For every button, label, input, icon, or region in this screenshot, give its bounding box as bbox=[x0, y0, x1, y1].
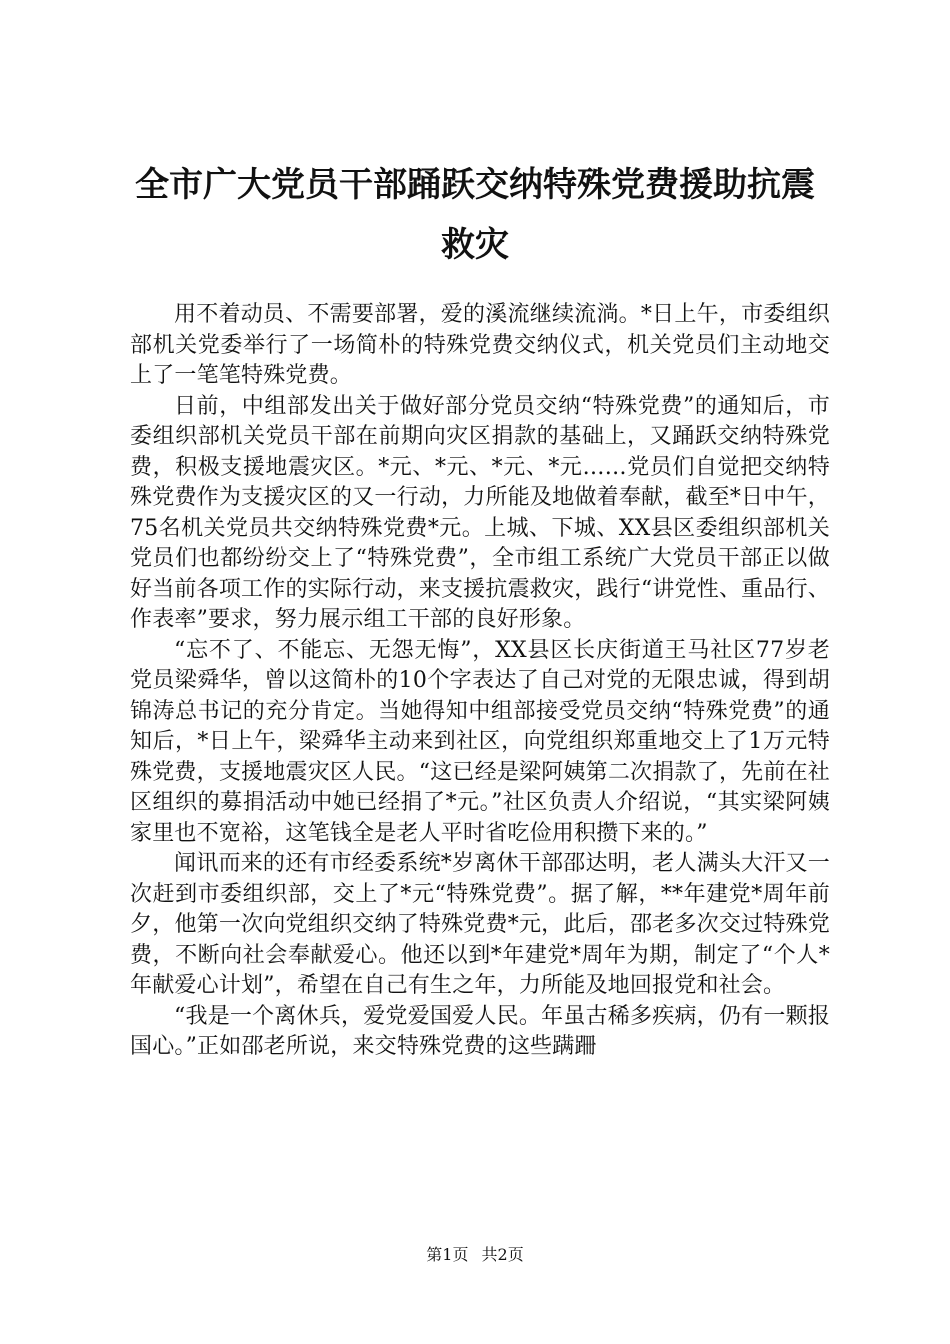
page-total: 共2页 bbox=[481, 1245, 524, 1264]
paragraph: “我是一个离休兵，爱党爱国爱人民。年虽古稀多疾病，仍有一颗报国心。”正如邵老所说，来交特殊党费的这些蹒跚 bbox=[130, 1003, 830, 1059]
paragraph: 闻讯而来的还有市经委系统*岁离休干部邵达明，老人满头大汗又一次赶到市委组织部，交上了*元“特殊党费”。据了解，**年建党*周年前夕，他第一次向党组织交纳了特殊党费*元，此后，邵老多次交过特殊党费，不断向社会奉献爱心。他还以到*年建党*周年为期，制定了“个人*年献爱心计划”，希望在自己有生之年，力所能及地回报党和社会。 bbox=[130, 851, 830, 998]
paragraph: “忘不了、不能忘、无怨无悔”，XX县区长庆街道王马社区77岁老党员梁舜华，曾以这简朴的10个字表达了自己对党的无限忠诚，得到胡锦涛总书记的充分肯定。当她得知中组部接受党员交纳“特殊党费”的通知后，*日上午，梁舜华主动来到社区，向党组织郑重地交上了1万元特殊党费，支援地震灾区人民。“这已经是梁阿姨第二次捐款了，先前在社区组织的募捐活动中她已经捐了*元。”社区负责人介绍说，“其实梁阿姨家里也不宽裕，这笔钱全是老人平时省吃俭用积攒下来的。” bbox=[130, 637, 830, 846]
paragraph: 日前，中组部发出关于做好部分党员交纳“特殊党费”的通知后，市委组织部机关党员干部在前期向灾区捐款的基础上，又踊跃交纳特殊党费，积极支援地震灾区。*元、*元、*元、*元……党员们自觉把交纳特殊党费作为支援灾区的又一行动，力所能及地做着奉献，截至*日中午，75名机关党员共交纳特殊党费*元。上城、下城、XX县区委组织部机关党员们也都纷纷交上了“特殊党费”，全市组工系统广大党员干部正以做好当前各项工作的实际行动，来支援抗震救灾，践行“讲党性、重品行、作表率”要求，努力展示组工干部的良好形象。 bbox=[130, 393, 830, 632]
document-title-line-2: 救灾 bbox=[441, 225, 509, 265]
document-body bbox=[130, 300, 830, 1063]
page-footer bbox=[0, 1245, 950, 1265]
page-number: 第1页 bbox=[426, 1245, 469, 1264]
document-title-line-1: 全市广大党员干部踊跃交纳特殊党费援助抗震 bbox=[135, 165, 815, 205]
paragraph: 用不着动员、不需要部署，爱的溪流继续流淌。*日上午，市委组织部机关党委举行了一场简朴的特殊党费交纳仪式，机关党员们主动地交上了一笔笔特殊党费。 bbox=[130, 302, 830, 388]
